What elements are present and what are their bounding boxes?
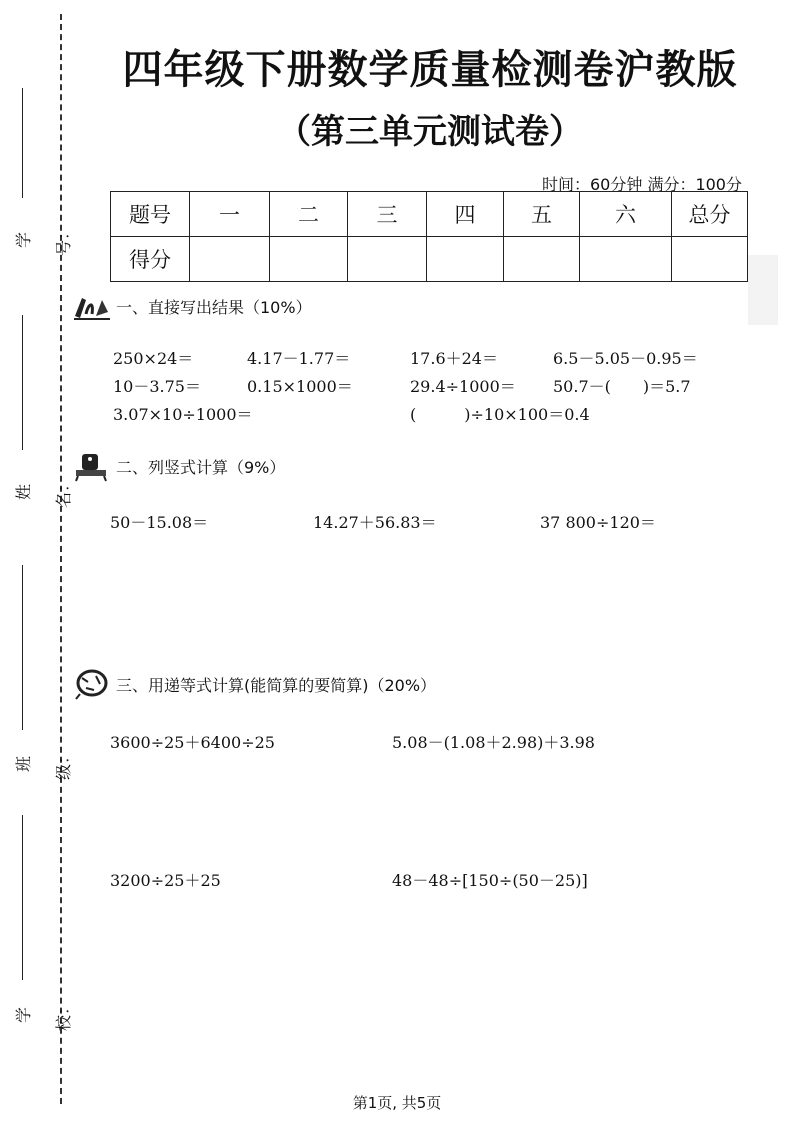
section-1-heading (72, 290, 312, 322)
question-1-6: 0.15×1000＝ (247, 377, 353, 396)
score-header-cell: 总分 (672, 192, 748, 237)
question-1-9: 3.07×10÷1000＝ (113, 405, 253, 424)
question-1-4: 6.5－5.05－0.95＝ (553, 349, 698, 368)
score-cell-6[interactable] (580, 237, 672, 282)
question-3-2: 5.08－(1.08＋2.98)＋3.98 (392, 733, 595, 752)
score-table-header-row (111, 192, 748, 237)
score-table-score-row (111, 237, 748, 282)
score-cell-4[interactable] (427, 237, 504, 282)
question-1-7: 29.4÷1000＝ (410, 377, 516, 396)
scan-shadow (748, 255, 778, 325)
question-2-3: 37 800÷120＝ (540, 513, 656, 532)
score-header-cell: 五 (504, 192, 580, 237)
score-row-label: 得分 (111, 237, 190, 282)
question-3-1: 3600÷25＋6400÷25 (110, 733, 275, 752)
pencil-doodle-icon (72, 290, 112, 322)
question-1-1: 250×24＝ (113, 349, 194, 368)
question-1-5: 10－3.75＝ (113, 377, 201, 396)
score-header-cell: 六 (580, 192, 672, 237)
score-cell-1[interactable] (190, 237, 270, 282)
question-1-8: 50.7－( )＝5.7 (553, 377, 691, 396)
score-cell-3[interactable] (348, 237, 427, 282)
class-line[interactable] (22, 565, 23, 730)
name-line[interactable] (22, 315, 23, 450)
question-2-1: 50－15.08＝ (110, 513, 209, 532)
question-3-4: 48－48÷[150÷(50－25)] (392, 871, 588, 890)
binding-dashed-line (60, 14, 62, 1104)
section-3-title: 三、用递等式计算(能简算的要简算)（20%） (116, 675, 437, 695)
page-footer: 第1页, 共5页 (352, 1094, 442, 1112)
question-1-2: 4.17－1.77＝ (247, 349, 351, 368)
section-2-heading (72, 450, 285, 482)
question-2-2: 14.27＋56.83＝ (313, 513, 437, 532)
student-no-label: 学号： (14, 224, 73, 257)
score-cell-5[interactable] (504, 237, 580, 282)
score-header-cell: 二 (270, 192, 348, 237)
name-label: 姓名： (14, 476, 73, 509)
section-3-heading (72, 668, 436, 700)
time-score-info: 时间：60分钟 满分：100分 (542, 175, 742, 194)
page-subtitle: （第三单元测试卷） (277, 112, 583, 152)
question-1-10: ( )÷10×100＝0.4 (410, 405, 590, 424)
section-2-title: 二、列竖式计算（9%） (116, 457, 286, 477)
school-label: 学校： (14, 999, 73, 1032)
score-cell-2[interactable] (270, 237, 348, 282)
class-label: 班级： (14, 748, 73, 781)
score-cell-total[interactable] (672, 237, 748, 282)
score-header-cell: 四 (427, 192, 504, 237)
score-header-cell: 三 (348, 192, 427, 237)
page-title: 四年级下册数学质量检测卷沪教版 (122, 47, 738, 93)
wreath-doodle-icon (72, 668, 112, 700)
section-1-title: 一、直接写出结果（10%） (116, 297, 312, 317)
school-line[interactable] (22, 815, 23, 980)
score-header-cell: 一 (190, 192, 270, 237)
desk-doodle-icon (72, 450, 112, 482)
student-no-line[interactable] (22, 88, 23, 198)
question-1-3: 17.6＋24＝ (410, 349, 498, 368)
question-3-3: 3200÷25＋25 (110, 871, 221, 890)
score-header-cell: 题号 (111, 192, 190, 237)
score-table (110, 191, 748, 282)
